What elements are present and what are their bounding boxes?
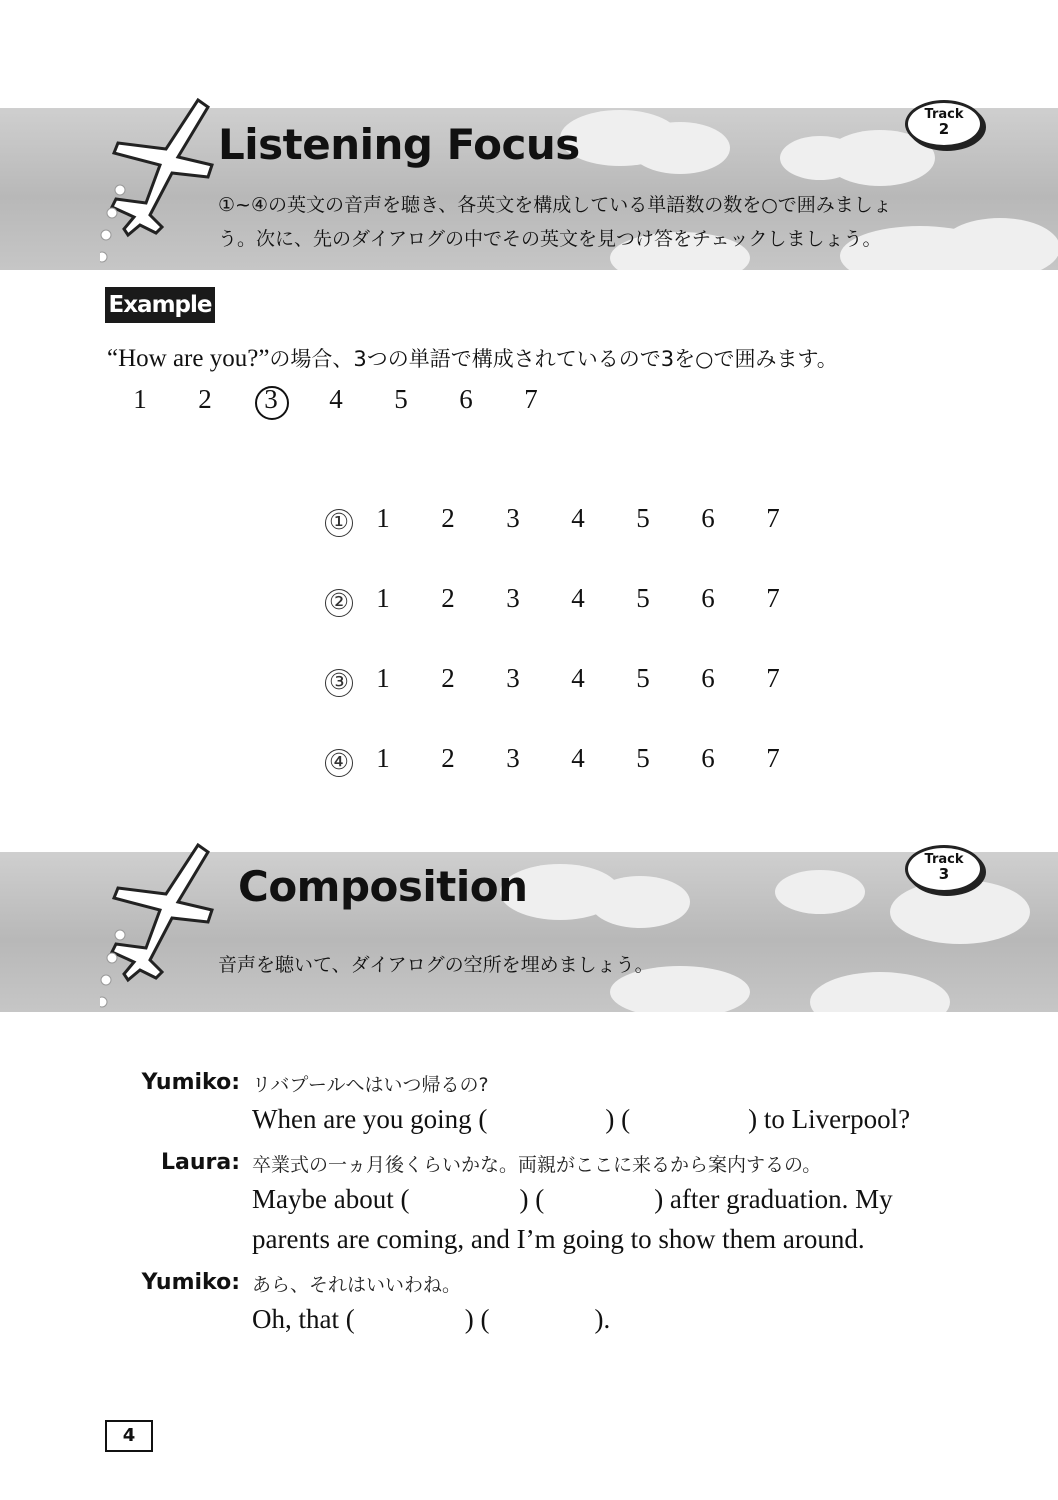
speaker-yumiko: Yumiko:: [141, 1270, 240, 1295]
example-number-option: 3: [264, 384, 278, 414]
word-count-option[interactable]: 3: [506, 503, 520, 533]
speaker-laura: Laura:: [160, 1150, 240, 1175]
question-number-label: ③: [325, 669, 353, 697]
word-count-option[interactable]: 1: [376, 663, 390, 693]
word-count-option[interactable]: 1: [376, 743, 390, 773]
word-count-option[interactable]: 3: [506, 743, 520, 773]
track-3-badge: [905, 845, 983, 893]
word-count-option[interactable]: 5: [636, 743, 650, 773]
example-japanese: の場合、3つの単語で構成されているので3を○で囲みます。: [269, 347, 838, 371]
example-sentence: [107, 343, 838, 373]
text-segment: ) (: [519, 1184, 545, 1214]
dialogue-3-japanese: あら、それはいいわね。: [252, 1274, 462, 1296]
word-count-option[interactable]: 3: [506, 583, 520, 613]
text-segment: ).: [594, 1304, 611, 1334]
track-label: Track: [924, 852, 964, 867]
dialogue-1-japanese: リバプールへはいつ帰るの?: [252, 1074, 489, 1096]
composition-title: Composition: [238, 862, 528, 911]
track-2-badge: [905, 100, 983, 148]
word-count-option[interactable]: 6: [701, 743, 715, 773]
track-number: 2: [938, 120, 950, 138]
example-english: “How are you?”: [107, 345, 270, 372]
page-number: 4: [105, 1420, 153, 1452]
dialogue-3-english: [252, 1304, 610, 1335]
example-number-option: 1: [133, 384, 147, 414]
question-number-label: ②: [325, 589, 353, 617]
track-label: Track: [924, 107, 964, 122]
word-count-option[interactable]: 7: [766, 743, 780, 773]
word-count-option[interactable]: 4: [571, 503, 585, 533]
word-count-option[interactable]: 3: [506, 663, 520, 693]
text-segment: Oh, that (: [252, 1304, 355, 1334]
word-count-option[interactable]: 4: [571, 583, 585, 613]
instruction-line-2: う。次に、先のダイアログの中でその英文を見つけ答をチェックしましょう。: [218, 228, 882, 250]
word-count-option[interactable]: 2: [441, 743, 455, 773]
word-count-option[interactable]: 2: [441, 663, 455, 693]
word-count-option[interactable]: 2: [441, 583, 455, 613]
answer-circle-mark: [255, 386, 289, 420]
text-segment: ) (: [464, 1304, 490, 1334]
example-number-option: 4: [329, 384, 343, 414]
word-count-option[interactable]: 6: [701, 663, 715, 693]
word-count-option[interactable]: 5: [636, 503, 650, 533]
word-count-option[interactable]: 5: [636, 663, 650, 693]
word-count-option[interactable]: 6: [701, 583, 715, 613]
word-count-option[interactable]: 7: [766, 583, 780, 613]
example-number-option: 6: [459, 384, 473, 414]
word-count-option[interactable]: 1: [376, 583, 390, 613]
text-segment: ) after graduation. My: [654, 1184, 893, 1214]
word-count-option[interactable]: 4: [571, 743, 585, 773]
word-count-option[interactable]: 4: [571, 663, 585, 693]
word-count-option[interactable]: 6: [701, 503, 715, 533]
text-segment: ) to Liverpool?: [748, 1104, 911, 1134]
text-segment: Maybe about (: [252, 1184, 410, 1214]
question-number-label: ④: [325, 749, 353, 777]
text-segment: ) (: [605, 1104, 631, 1134]
dialogue-2-english: [252, 1184, 893, 1215]
listening-focus-title: Listening Focus: [218, 120, 580, 169]
example-number-option: 2: [198, 384, 212, 414]
dialogue-2-english-continued: parents are coming, and I’m going to show them around.: [252, 1224, 865, 1254]
airplane-icon: [100, 840, 220, 1015]
word-count-option[interactable]: 2: [441, 503, 455, 533]
composition-instruction: 音声を聴いて、ダイアログの空所を埋めましょう。: [218, 954, 654, 976]
dialogue-2-japanese: 卒業式の一ヵ月後くらいかな。両親がここに来るから案内するの。: [252, 1154, 822, 1176]
listening-instruction: [218, 188, 892, 256]
example-number-option: 5: [394, 384, 408, 414]
word-count-option[interactable]: 5: [636, 583, 650, 613]
speaker-yumiko: Yumiko:: [141, 1070, 240, 1095]
question-number-label: ①: [325, 509, 353, 537]
track-number: 3: [938, 865, 950, 883]
dialogue-1-english: [252, 1104, 910, 1135]
example-label: Example: [105, 287, 215, 323]
airplane-icon: [100, 95, 220, 270]
instruction-line-1: ①~④の英文の音声を聴き、各英文を構成している単語数の数を○で囲みましょ: [218, 194, 892, 216]
text-segment: When are you going (: [252, 1104, 488, 1134]
word-count-option[interactable]: 7: [766, 663, 780, 693]
word-count-option[interactable]: 7: [766, 503, 780, 533]
word-count-option[interactable]: 1: [376, 503, 390, 533]
example-number-option: 7: [524, 384, 538, 414]
